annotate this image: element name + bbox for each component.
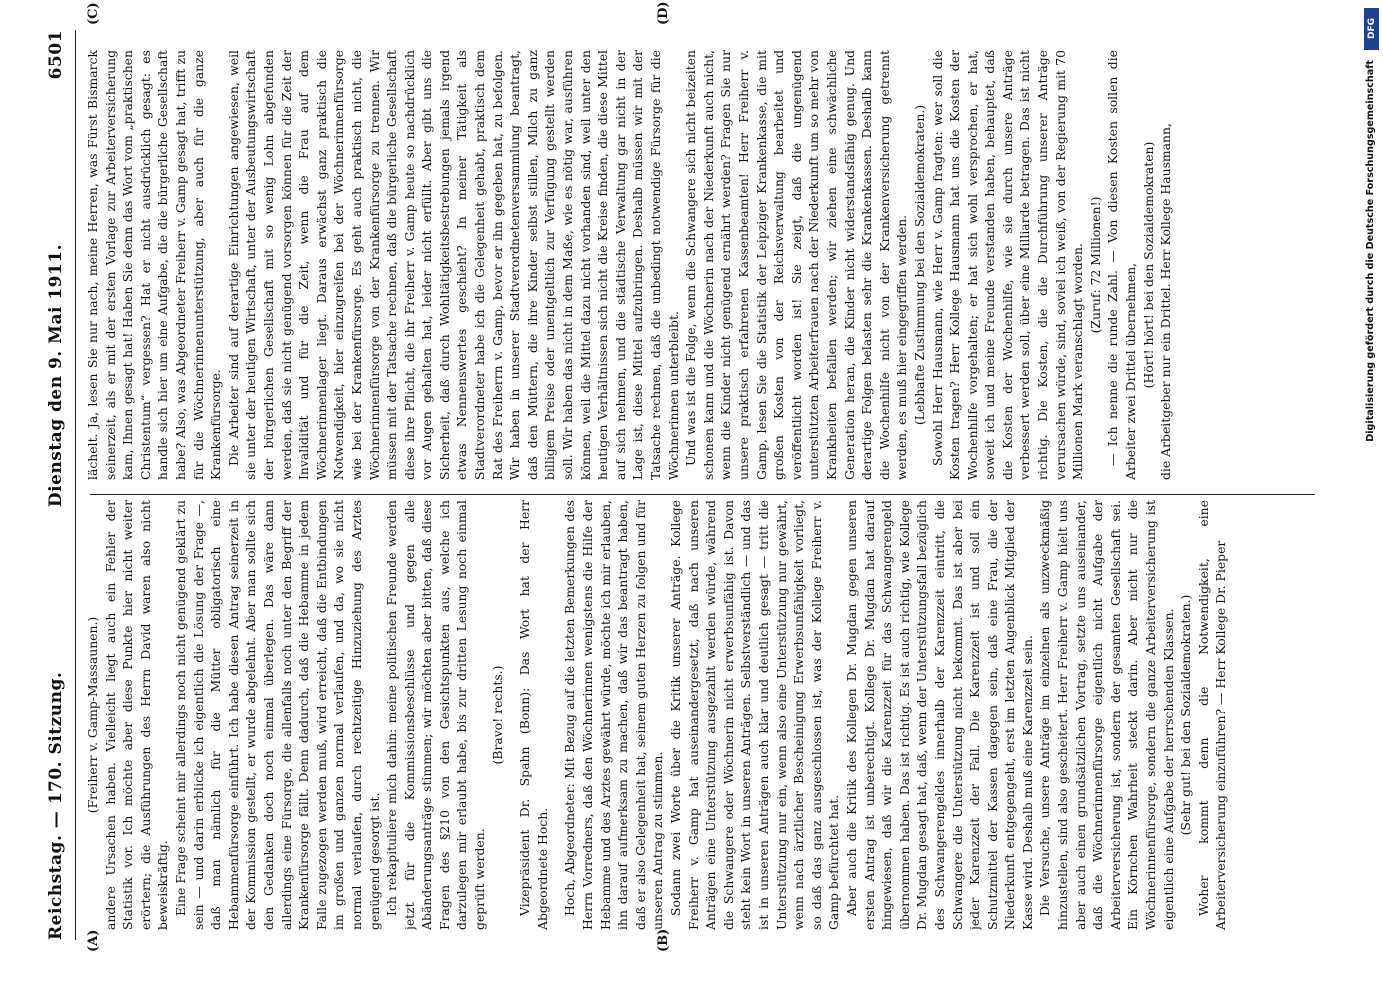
page-header bbox=[42, 30, 70, 940]
margin-marker-a: (A) bbox=[86, 929, 101, 952]
interjection: (Zuruf: 72 Millionen!) bbox=[1087, 196, 1103, 334]
paragraph: Eine Frage scheint mir allerdings noch nicht genügend geklärt zu sein — und darin erblicke ich eigentlich die Lösung der Frage —, daß man nämlich für die Mütter obligatorisch eine Hebammenfürsorge einführt. Ich habe diesen Antrag seinerzeit in der Kommission gestellt, er wurde abgelehnt. Aber man sollte sich den Gedanken doch noch einmal überlegen. Das wäre dann allerdings eine Fürsorge, die allenfalls noch unter den Begriff der Krankenfürsorge fällt. Denn dadurch, daß die Hebamme in jedem Falle zugezogen werden muß, wird erreicht, daß die Entbindungen im großen und ganzen normal verlaufen, und da, wo sie nicht normal verlaufen, durch rechtzeitige Hinzuziehung des Arztes genügend gesorgt ist. bbox=[172, 500, 382, 930]
margin-marker-b: (B) bbox=[656, 928, 671, 952]
right-column bbox=[84, 50, 1320, 480]
speaker-header: (Freiherr v. Gamp-Massaunen.) bbox=[85, 616, 100, 814]
margin-marker-d: (D) bbox=[656, 1, 671, 25]
paragraph: Und was ist die Folge, wenn die Schwangere sich nicht beizeiten schonen kann und die Wöchnerin nach der Niederkunft auch nicht, wenn die Kinder nicht genügend ernährt werden? Fragen Sie nur unsere praktisch erfahrenen Kassenbeamten! Herr Freiherr v. Gamp, lesen Sie die Statistik der Leipziger Krankenkasse, die mit großen Kosten von der Reichsverwaltung bearbeitet und veröffentlicht worden ist! Sie zeigt, daß die ungenügend unterstützten Arbeiterfrauen nach der Niederkunft um so mehr von Krankheiten befallen werden; wir ziehen eine schwächliche Generation heran, die Kinder nicht widerstandsfähig genug. Und derartige Folgen belasten sehr die Krankenkassen. Deshalb kann die Wochenhilfe nicht von der Krankenversicherung getrennt werden, es muß hier eingegriffen werden. bbox=[683, 50, 910, 480]
rotated-sheet bbox=[20, 0, 1340, 1000]
paragraph: Die Arbeiter sind auf derartige Einrichtungen angewiesen, weil sie unter der heutigen Wirtschaft, unter der Ausbeutungswirtschaft der bürgerlichen Gesellschaft mit so wenig Lohn abgefunden werden, daß sie nicht genügend vorsorgen können für die Zeit der Invalidität und für die Zeit, wenn die Frau auf dem Wöchnerinnenlager liegt. Daraus erwächst ganz praktisch die Notwendigkeit, hier einzugreifen bei der Wöchnerinnenfürsorge wie bei der Krankenfürsorge. Es geht auch praktisch nicht, die Wöchnerinnenfürsorge von der Krankenfürsorge zu trennen. Wir müssen mit der Tatsache rechnen, daß die bürgerliche Gesellschaft diese ihre Pflicht, die ihr Freiherr v. Gamp heute so nachdrücklich vor Augen gehalten hat, leider nicht erfüllt. Aber gibt uns die Sicherheit, daß durch Wohltätigkeitsbestrebungen jemals irgend etwas Nennenswertes geschieht? In meiner Tätigkeit als Stadtverordneter habe ich die Gelegenheit gehabt, praktisch dem Rat des Freiherrn v. Gamp, bevor er ihn gegeben hat, zu befolgen. Wir haben in unserer Stadtverordnetenversammlung beantragt, daß den Müttern, die ihre Kinder selbst stillen, Milch zu ganz billigem Preise oder unentgeltlich zur Verfügung gestellt werden soll. Wir haben das nicht in dem Maße, wie es nötig war, ausführen können, weil die Mittel dazu nicht vorhanden sind, weil unter den heutigen Verhältnissen sich nicht die Kreise finden, die diese Mittel auf sich nehmen, und die städtische Verwaltung gar nicht in der Lage ist, diese Mittel aufzubringen. Deshalb müssen wir mit der Tatsache rechnen, daß die unbedingt notwendige Fürsorge für die Wöchnerinnen unterbleibt. bbox=[225, 50, 681, 480]
paragraph: Sodann zwei Worte über die Kritik unserer Anträge. Kollege Freiherr v. Gamp hat auseinandergesetzt, daß nach unseren Anträgen eine Unterstützung ausgezahlt werden würde, während die Schwangere oder Wöchnerin nicht erwerbsunfähig ist. Davon steht kein Wort in unseren Anträgen. Selbstverständlich — und das ist in unseren Anträgen auch klar und deutlich gesagt — tritt die Unterstützung nur ein, wenn also eine Unterstützung nur gewährt, wenn nach ärztlicher Bescheinigung Erwerbsunfähigkeit vorliegt, so daß das ganz ausgeschlossen ist, was der Kollege Freiherr v. Gamp befürchtet hat. bbox=[668, 500, 842, 930]
left-column bbox=[84, 500, 1320, 930]
paragraph: Ich rekapituliere mich dahin: meine politischen Freunde werden jetzt für die Kommissionsbeschlüsse und gegen alle Abänderungsanträge stimmen; wir möchten aber bitten, daß diese Fragen des §210 von den Gesichtspunkten aus, welche ich darzulegen mir erlaubt habe, bis zur dritten Lesung noch einmal geprüft werden. bbox=[384, 500, 488, 930]
paragraph: — Ich nenne die runde Zahl. — Von diesen Kosten sollen die Arbeiter zwei Drittel übernehmen, bbox=[1105, 50, 1139, 480]
paragraph: Hoch, Abgeordneter: Mit Bezug auf die letzten Bemerkungen des Herrn Vorredners, daß den Wöchnerinnen wenigstens die Hilfe der Hebamme und des Arztes gewährt würde, möchte ich mir erlauben, ihn darauf aufmerksam zu machen, daß wir das beantragt haben, daß er also Gelegenheit hat, seinem guten Herzen zu folgen und für unseren Antrag zu stimmen. bbox=[562, 500, 666, 930]
column-divider bbox=[90, 494, 1315, 495]
paragraph: andere Ursachen haben. Vielleicht liegt auch ein Fehler der Statistik vor. Ich möchte aber diese Punkte hier nicht weiter erörtern; die Ausführungen des Herrn David waren also nicht beweiskräftig. bbox=[102, 500, 171, 930]
header-rule bbox=[75, 30, 76, 940]
margin-marker-c: (C) bbox=[86, 2, 101, 25]
interjection: (Hört! hört! bei den Sozialdemokraten) bbox=[1140, 141, 1156, 389]
paragraph: Vizepräsident Dr. Spahn (Bonn): Das Wort hat der Herr Abgeordnete Hoch. bbox=[517, 500, 550, 930]
digitization-note-text: Digitalisierung gefördert durch die Deutsche Forschungsgemeinschaft bbox=[1364, 60, 1376, 442]
header-center: Dienstag den 9. Mai 1911. bbox=[46, 243, 66, 508]
paragraph: Sowohl Herr Hausmann, wie Herr v. Gamp fragten: wer soll die Kosten tragen? Herr Kollege Hausmann hat uns die Kosten der Wochenhilfe vorgehalten; er hat sich wohl versprochen, er hat, soweit ich und meine Freunde verstanden haben, behauptet, daß die Kosten der Wochenhilfe, wie sie durch unsere Anträge verbessert werden soll, über eine Milliarde betragen. Das ist nicht richtig. Die Kosten, die die Durchführung unserer Anträge verursachen würde, sind, soviel ich weiß, von der Regierung mit 70 Millionen Mark veranschlagt worden. bbox=[929, 50, 1086, 480]
interjection: (Sehr gut! bei den Sozialdemokraten.) bbox=[1178, 594, 1194, 836]
page-number: 6501 bbox=[46, 30, 66, 80]
digitization-note bbox=[1361, 60, 1379, 990]
interjection: (Bravo! rechts.) bbox=[489, 665, 505, 765]
paragraph: die Arbeitgeber nur ein Drittel. Herr Kollege Hausmann, bbox=[1158, 123, 1174, 480]
header-left: Reichstag. — 170. Sitzung. bbox=[46, 671, 66, 940]
paragraph: lächelt. Ja, lesen Sie nur nach, meine Herren, was Fürst Bismarck seinerzeit, als er mit der ersten Vorlage zur Arbeiterversicherung kam, Ihnen gesagt hat! Haben Sie denn das Wort vom „praktischen Christentum“ vergessen? Hat er nicht ausdrücklich gesagt: es handle sich hier um eine Aufgabe, die die bürgerliche Gesellschaft habe? Also, was Abgeordneter Freiherr v. Gamp gesagt hat, trifft zu für die Wöchnerinnenunterstützung, aber auch für die ganze Krankenfürsorge. bbox=[85, 50, 224, 480]
dfg-logo bbox=[1364, 8, 1379, 50]
paragraph: Woher kommt denn die Notwendigkeit, eine Arbeiterversicherung einzuführen? — Herr Kollege Dr. Pieper bbox=[1195, 500, 1229, 930]
paragraph: Aber auch die Kritik des Kollegen Dr. Mugdan gegen unseren ersten Antrag ist unberechtigt. Kollege Dr. Mugdan hat darauf hingewiesen, daß wir die Karenzzeit für das Schwangerengeld übernommen haben. Das ist richtig. Es ist auch richtig, wie Kollege Dr. Mugdan gesagt hat, daß, wenn der Unterstützungsfall bezüglich des Schwangerengeldes innerhalb der Karenzzeit eintritt, die Schwangere die Unterstützung nicht bekommt. Das ist aber bei jeder Karenzzeit der Fall. Die Karenzzeit ist und soll ein Schutzmittel der Kassen dagegen sein, daß eine Frau, die der Niederkunft entgegengeht, erst im letzten Augenblick Mitglied der Kasse wird. Deshalb muß eine Karenzzeit sein. bbox=[843, 500, 1035, 930]
paragraph: Die Versuche, unsere Anträge im einzelnen als unzweckmäßig hinzustellen, sind also gescheitert. Herr Freiherr v. Gamp hielt uns aber auch einen grundsätzlichen Vortrag, setzte uns auseinander, daß die Wöchnerinnenfürsorge eigentlich nicht Aufgabe der Arbeiterversicherung ist, sondern der gesamten Gesellschaft sei. Ein Körnchen Wahrheit steckt darin. Aber nicht nur die Wöchnerinnenfürsorge, sondern die ganze Arbeiterversicherung ist eigentlich eine Aufgabe der herrschenden Klassen. bbox=[1037, 500, 1176, 930]
interjection: (Lebhafte Zustimmung bei den Sozialdemokraten.) bbox=[911, 104, 927, 426]
dfg-logo-text: DFG bbox=[1366, 18, 1377, 40]
